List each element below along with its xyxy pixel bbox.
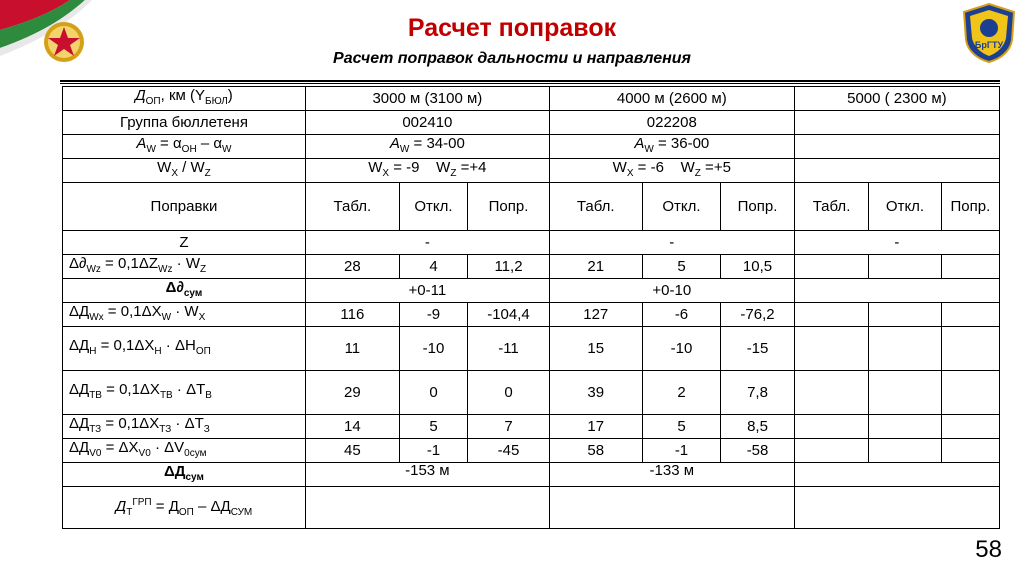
dt-grp-2	[549, 487, 794, 529]
dt-grp-3	[794, 487, 999, 529]
bulletin-group-1: 002410	[305, 111, 549, 135]
table-cell: 0	[468, 371, 550, 415]
table-cell	[869, 327, 941, 371]
page-subtitle: Расчет поправок дальности и направления	[333, 50, 691, 67]
table-cell: 7,8	[721, 371, 795, 415]
table-cell: 11	[305, 327, 399, 371]
col-header-deviation: Откл.	[869, 183, 941, 231]
table-cell	[794, 255, 869, 279]
table-row	[63, 231, 1000, 255]
table-cell: 10,5	[721, 255, 795, 279]
table-row	[63, 183, 1000, 231]
z-value-1: -	[305, 231, 549, 255]
table-row	[63, 487, 1000, 529]
table-cell	[941, 327, 999, 371]
col-header-correction: Попр.	[468, 183, 550, 231]
table-cell	[794, 439, 869, 463]
col-header-table: Табл.	[794, 183, 869, 231]
page-number: 58	[975, 536, 1002, 563]
table-cell: 14	[305, 415, 399, 439]
table-row	[63, 371, 1000, 415]
table-row	[63, 415, 1000, 439]
table-row	[63, 255, 1000, 279]
table-cell: -1	[642, 439, 721, 463]
divider-rule-top	[60, 80, 1000, 82]
table-cell: 58	[549, 439, 642, 463]
z-value-2: -	[549, 231, 794, 255]
table-cell	[941, 415, 999, 439]
table-cell: 45	[305, 439, 399, 463]
row-label-corrections: Поправки	[63, 183, 306, 231]
col-header-correction: Попр.	[721, 183, 795, 231]
dsum-direction-1: +0-11	[305, 279, 549, 303]
z-value-3: -	[794, 231, 999, 255]
table-row	[63, 327, 1000, 371]
table-cell	[941, 371, 999, 415]
table-cell: 11,2	[468, 255, 550, 279]
table-cell: -76,2	[721, 303, 795, 327]
aw-value-1: $A_W = 34-00$	[305, 135, 549, 159]
table-cell: 29	[305, 371, 399, 415]
table-cell	[941, 255, 999, 279]
table-cell: 28	[305, 255, 399, 279]
wind-value-3	[794, 159, 999, 183]
table-cell: 0	[399, 371, 467, 415]
table-cell: 17	[549, 415, 642, 439]
table-cell: 8,5	[721, 415, 795, 439]
distance-5000: 5000 ( 2300 м)	[794, 87, 999, 111]
table-cell: -45	[468, 439, 550, 463]
col-header-table: Табл.	[549, 183, 642, 231]
table-cell: 21	[549, 255, 642, 279]
table-cell: 5	[642, 415, 721, 439]
col-header-deviation: Откл.	[399, 183, 467, 231]
dsum-range-3	[794, 463, 999, 487]
table-row	[63, 303, 1000, 327]
table-cell	[869, 415, 941, 439]
aw-value-3	[794, 135, 999, 159]
table-cell	[794, 415, 869, 439]
table-cell	[869, 255, 941, 279]
table-cell: -15	[721, 327, 795, 371]
row-label-dh: $\Delta Д_Н = 0,1\Delta X_Н \cdot \Delta H_{ОП}$	[63, 327, 306, 371]
row-label-dtz: $\Delta Д_{ТЗ} = 0,1\Delta X_{ТЗ} \cdot \Delta T_З$	[63, 415, 306, 439]
table-cell: 2	[642, 371, 721, 415]
bulletin-group-3	[794, 111, 999, 135]
divider-rule-bottom	[60, 83, 1000, 84]
row-label-dwx: $\Delta Д_{Wx} = 0,1\Delta X_W \cdot W_X$	[63, 303, 306, 327]
row-label-wind: $W_X / W_Z$	[63, 159, 306, 183]
row-label-distance: $Д_{ОП}$, км $(Y_{БЮЛ})$	[63, 87, 306, 111]
table-cell	[869, 439, 941, 463]
col-header-deviation: Откл.	[642, 183, 721, 231]
dsum-range-2: -133 м	[549, 463, 794, 487]
row-label-aw: $A_W = \alpha_{ОН} - \alpha_W$	[63, 135, 306, 159]
table-cell	[794, 327, 869, 371]
row-label-z: Z	[63, 231, 306, 255]
wind-value-1: $W_X = -9$ $W_Z =+4$	[305, 159, 549, 183]
table-cell: 39	[549, 371, 642, 415]
emblem-text: БрГТУ	[974, 40, 1004, 50]
row-label-dsum-direction: $\Delta\partial_{сум}$	[63, 279, 306, 303]
table-cell: -11	[468, 327, 550, 371]
table-row	[63, 135, 1000, 159]
dsum-range-1: -153 м	[305, 463, 549, 487]
table-cell: -10	[642, 327, 721, 371]
distance-4000: 4000 м (2600 м)	[549, 87, 794, 111]
dt-grp-1	[305, 487, 549, 529]
row-label-dv0: $\Delta Д_{V0} = \Delta X_{V0} \cdot \Delta V_{0сум}$	[63, 439, 306, 463]
row-label-dwz: $\Delta\partial_{Wz} = 0,1\Delta Z_{Wz} \cdot W_Z$	[63, 255, 306, 279]
col-header-table: Табл.	[305, 183, 399, 231]
table-cell	[941, 303, 999, 327]
table-cell: -6	[642, 303, 721, 327]
row-label-dtv: $\Delta Д_{ТВ} = 0,1\Delta X_{ТВ} \cdot \Delta T_В$	[63, 371, 306, 415]
table-cell: -1	[399, 439, 467, 463]
aw-value-2: $A_W = 36-00$	[549, 135, 794, 159]
table-cell	[869, 303, 941, 327]
table-cell: -9	[399, 303, 467, 327]
page-title: Расчет поправок	[407, 14, 617, 42]
table-cell: 5	[399, 415, 467, 439]
table-row	[63, 111, 1000, 135]
row-label-dt-grp: $Д_Т^{ГРП} = Д_{ОП} - \Delta Д_{СУМ}$	[63, 487, 306, 529]
table-cell: 7	[468, 415, 550, 439]
row-label-bulletin-group: Группа бюллетеня	[63, 111, 306, 135]
wind-value-2: $W_X = -6$ $W_Z =+5$	[549, 159, 794, 183]
col-header-correction: Попр.	[941, 183, 999, 231]
table-cell	[869, 371, 941, 415]
bulletin-group-2: 022208	[549, 111, 794, 135]
row-label-dsum-range: $\Delta Д_{сум}$	[63, 463, 306, 487]
distance-3000: 3000 м (3100 м)	[305, 87, 549, 111]
table-row	[63, 87, 1000, 111]
dsum-direction-2: +0-10	[549, 279, 794, 303]
table-row	[63, 439, 1000, 463]
dsum-direction-3	[794, 279, 999, 303]
table-cell: 4	[399, 255, 467, 279]
table-cell	[794, 371, 869, 415]
table-cell: 5	[642, 255, 721, 279]
table-cell: 116	[305, 303, 399, 327]
table-cell: -104,4	[468, 303, 550, 327]
corrections-table	[62, 86, 1000, 529]
table-cell: -58	[721, 439, 795, 463]
table-cell: 127	[549, 303, 642, 327]
table-row	[63, 279, 1000, 303]
table-row	[63, 159, 1000, 183]
table-cell	[794, 303, 869, 327]
table-cell: -10	[399, 327, 467, 371]
table-row	[63, 463, 1000, 487]
table-cell: 15	[549, 327, 642, 371]
table-cell	[941, 439, 999, 463]
